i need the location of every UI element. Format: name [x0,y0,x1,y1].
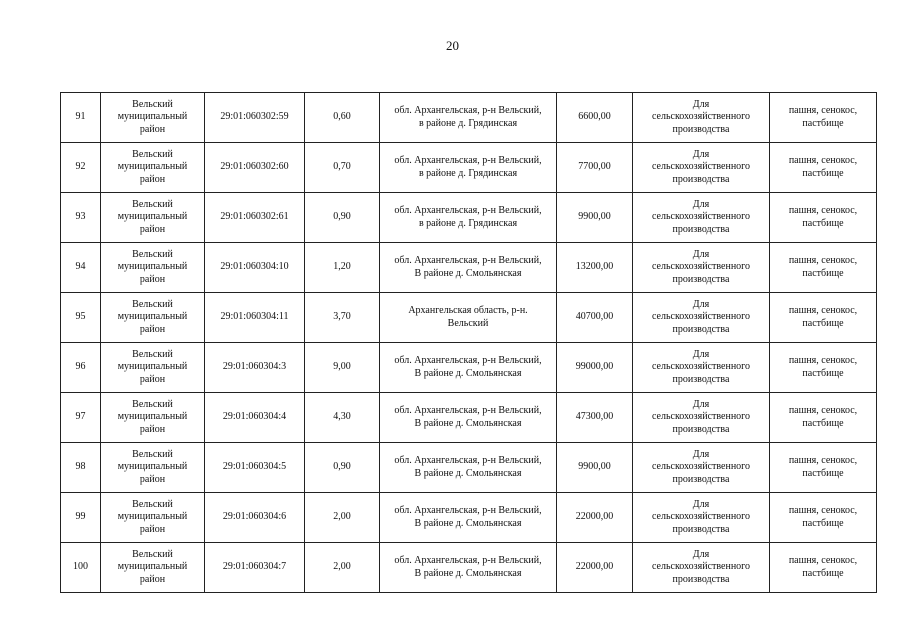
table-row [61,343,877,393]
cadastral-number-cell: 29:01:060304:11 [205,293,305,343]
page-number: 20 [446,38,459,53]
land-category-cell: Для сельскохозяйственного производства [633,443,770,493]
area-cell: 4,30 [305,393,380,443]
municipality-cell: Вельский муниципальный район [101,543,205,593]
row-number-cell: 98 [61,443,101,493]
municipality-cell: Вельский муниципальный район [101,143,205,193]
address-cell: обл. Архангельская, р-н Вельский, в районе д. Грядинская [380,193,557,243]
land-use-cell: пашня, сенокос, пастбище [770,493,877,543]
area-cell: 9,00 [305,343,380,393]
land-category-cell: Для сельскохозяйственного производства [633,243,770,293]
land-category-cell: Для сельскохозяйственного производства [633,143,770,193]
value-cell: 22000,00 [557,543,633,593]
value-cell: 9900,00 [557,193,633,243]
land-use-cell: пашня, сенокос, пастбище [770,193,877,243]
row-number-cell: 92 [61,143,101,193]
row-number-cell: 93 [61,193,101,243]
municipality-cell: Вельский муниципальный район [101,343,205,393]
row-number-cell: 91 [61,93,101,143]
cadastral-number-cell: 29:01:060302:61 [205,193,305,243]
cadastral-number-cell: 29:01:060302:59 [205,93,305,143]
address-cell: обл. Архангельская, р-н Вельский, в районе д. Грядинская [380,93,557,143]
area-cell: 2,00 [305,543,380,593]
table-row [61,143,877,193]
land-category-cell: Для сельскохозяйственного производства [633,543,770,593]
cadastral-number-cell: 29:01:060304:10 [205,243,305,293]
value-cell: 9900,00 [557,443,633,493]
value-cell: 7700,00 [557,143,633,193]
value-cell: 40700,00 [557,293,633,343]
area-cell: 0,90 [305,443,380,493]
address-cell: обл. Архангельская, р-н Вельский, В районе д. Смольянская [380,443,557,493]
area-cell: 0,60 [305,93,380,143]
municipality-cell: Вельский муниципальный район [101,493,205,543]
land-category-cell: Для сельскохозяйственного производства [633,493,770,543]
land-use-cell: пашня, сенокос, пастбище [770,143,877,193]
land-use-cell: пашня, сенокос, пастбище [770,93,877,143]
land-category-cell: Для сельскохозяйственного производства [633,393,770,443]
value-cell: 47300,00 [557,393,633,443]
municipality-cell: Вельский муниципальный район [101,443,205,493]
row-number-cell: 99 [61,493,101,543]
row-number-cell: 95 [61,293,101,343]
value-cell: 22000,00 [557,493,633,543]
address-cell: обл. Архангельская, р-н Вельский, в районе д. Грядинская [380,143,557,193]
land-use-cell: пашня, сенокос, пастбище [770,243,877,293]
table-row [61,243,877,293]
row-number-cell: 97 [61,393,101,443]
address-cell: обл. Архангельская, р-н Вельский, В районе д. Смольянская [380,243,557,293]
land-use-cell: пашня, сенокос, пастбище [770,443,877,493]
table-row [61,443,877,493]
cadastral-number-cell: 29:01:060302:60 [205,143,305,193]
row-number-cell: 100 [61,543,101,593]
land-use-cell: пашня, сенокос, пастбище [770,543,877,593]
cadastral-number-cell: 29:01:060304:4 [205,393,305,443]
value-cell: 99000,00 [557,343,633,393]
municipality-cell: Вельский муниципальный район [101,243,205,293]
value-cell: 13200,00 [557,243,633,293]
municipality-cell: Вельский муниципальный район [101,293,205,343]
area-cell: 0,90 [305,193,380,243]
municipality-cell: Вельский муниципальный район [101,193,205,243]
land-use-cell: пашня, сенокос, пастбище [770,393,877,443]
table-row [61,393,877,443]
area-cell: 0,70 [305,143,380,193]
land-category-cell: Для сельскохозяйственного производства [633,93,770,143]
row-number-cell: 94 [61,243,101,293]
table-row [61,93,877,143]
cadastral-number-cell: 29:01:060304:7 [205,543,305,593]
land-category-cell: Для сельскохозяйственного производства [633,193,770,243]
land-plot-table [60,92,877,593]
address-cell: обл. Архангельская, р-н Вельский, В районе д. Смольянская [380,493,557,543]
cadastral-number-cell: 29:01:060304:6 [205,493,305,543]
municipality-cell: Вельский муниципальный район [101,93,205,143]
land-category-cell: Для сельскохозяйственного производства [633,293,770,343]
land-category-cell: Для сельскохозяйственного производства [633,343,770,393]
cadastral-number-cell: 29:01:060304:3 [205,343,305,393]
address-cell: обл. Архангельская, р-н Вельский, В районе д. Смольянская [380,393,557,443]
area-cell: 2,00 [305,493,380,543]
land-use-cell: пашня, сенокос, пастбище [770,343,877,393]
land-use-cell: пашня, сенокос, пастбище [770,293,877,343]
table-row [61,293,877,343]
row-number-cell: 96 [61,343,101,393]
table-row [61,493,877,543]
municipality-cell: Вельский муниципальный район [101,393,205,443]
address-cell: обл. Архангельская, р-н Вельский, В районе д. Смольянская [380,343,557,393]
table-body [61,93,877,593]
address-cell: Архангельская область, р-н. Вельский [380,293,557,343]
table-row [61,543,877,593]
area-cell: 3,70 [305,293,380,343]
address-cell: обл. Архангельская, р-н Вельский, В районе д. Смольянская [380,543,557,593]
cadastral-number-cell: 29:01:060304:5 [205,443,305,493]
table-row [61,193,877,243]
value-cell: 6600,00 [557,93,633,143]
area-cell: 1,20 [305,243,380,293]
